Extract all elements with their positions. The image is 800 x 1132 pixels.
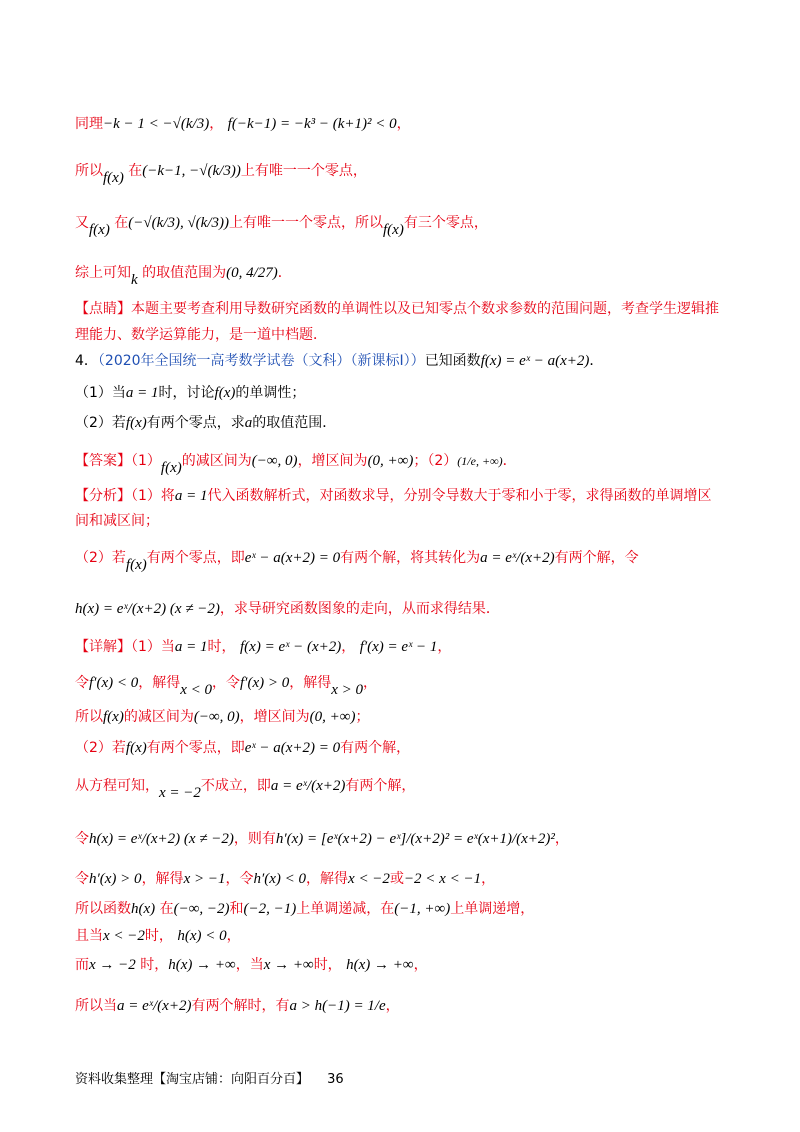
detail-line-11: 所以当a = eˣ/(x+2)有两个解时，有a > h(−1) = 1/e，: [75, 998, 400, 1014]
dianjing-paragraph: 【点睛】本题主要考查利用导数研究函数的单调性以及已知零点个数求参数的范围问题，考查学生逻辑推理能力、数学运算能力，是一道中档题．: [75, 301, 719, 343]
question-4-part-1: （1）当a = 1时，讨论f(x)的单调性；: [75, 385, 306, 401]
line-3: 又f(x) 在(−√(k/3), √(k/3))上有唯一一个零点，所以f(x)有三个零点，: [75, 215, 488, 238]
detail-line-5: 从方程可知，x = −2不成立，即a = eˣ/(x+2)有两个解，: [75, 778, 416, 801]
detail-line-10: 而x → −2 时，h(x) → +∞，当x → +∞时， h(x) → +∞，: [75, 957, 428, 973]
page-number: 36: [327, 1072, 344, 1087]
detail-line-8: 所以函数h(x) 在(−∞, −2)和(−2, −1)上单调递减，在(−1, +∞)上单调递增，: [75, 901, 535, 917]
analysis-line-1: 【分析】（1）将a = 1代入函数解析式，对函数求导，分别令导数大于零和小于零，求得函数的单调增区: [75, 488, 712, 504]
math-interval: (−k−1, −√(k/3)): [142, 163, 241, 179]
detail-line-4: （2）若f(x)有两个零点，即eˣ − a(x+2) = 0有两个解，: [75, 740, 411, 756]
math-inequality: −k − 1 < −√(k/3): [103, 116, 210, 132]
line-4: 综上可知k 的取值范围为(0, 4/27)．: [75, 265, 292, 288]
dianjing-label: 【点睛】: [75, 301, 131, 317]
analysis-line-2: 间和减区间；: [75, 513, 159, 529]
detail-label: 【详解】: [75, 639, 131, 655]
detail-line-2: 令f′(x) < 0，解得x < 0，令f′(x) > 0，解得x > 0，: [75, 675, 377, 698]
math-interval: (−√(k/3), √(k/3)): [128, 215, 229, 231]
detail-line-7: 令h′(x) > 0，解得x > −1，令h′(x) < 0，解得x < −2或−2 < x < −1，: [75, 871, 496, 887]
line-2: 所以f(x) 在(−k−1, −√(k/3))上有唯一一个零点，: [75, 163, 367, 186]
detail-line-3: 所以f(x)的减区间为(−∞, 0)，增区间为(0, +∞)；: [75, 709, 370, 725]
analysis-line-4: h(x) = eˣ/(x+2) (x ≠ −2)，求导研究函数图象的走向，从而求得结果．: [75, 601, 500, 617]
math-range: (0, 4/27): [226, 265, 278, 281]
detail-line-6: 令h(x) = eˣ/(x+2) (x ≠ −2)，则有h′(x) = [eˣ(x+2) − eˣ]/(x+2)² = eˣ(x+1)/(x+2)²，: [75, 831, 569, 847]
analysis-label: 【分析】: [75, 488, 131, 504]
page-footer: [75, 1068, 344, 1087]
question-4-title: 4．（2020年全国统一高考数学试卷（文科）（新课标Ⅰ））已知函数f(x) = eˣ − a(x+2)．: [75, 353, 604, 369]
question-4-part-2: （2）若f(x)有两个零点，求a的取值范围．: [75, 415, 337, 431]
answer-line: 【答案】（1）f(x)的减区间为(−∞, 0)，增区间为(0, +∞)；（2）(1/e, +∞)．: [75, 453, 517, 476]
answer-label: 【答案】: [75, 453, 131, 469]
footer-text: 资料收集整理【淘宝店铺：向阳百分百】: [75, 1072, 310, 1087]
analysis-line-3: （2）若f(x)有两个零点，即eˣ − a(x+2) = 0有两个解，将其转化为a = eˣ/(x+2)有两个解，令: [75, 550, 639, 573]
math-equation: f(−k−1) = −k³ − (k+1)² < 0: [227, 116, 397, 132]
detail-line-9: 且当x < −2时， h(x) < 0，: [75, 928, 241, 944]
detail-line-1: 【详解】（1）当a = 1时， f(x) = eˣ − (x+2)， f′(x) = eˣ − 1，: [75, 639, 452, 655]
question-source: （2020年全国统一高考数学试卷（文科）（新课标Ⅰ））: [97, 353, 425, 369]
line-1: 同理−k − 1 < −√(k/3)， f(−k−1) = −k³ − (k+1)² < 0，: [75, 116, 411, 132]
